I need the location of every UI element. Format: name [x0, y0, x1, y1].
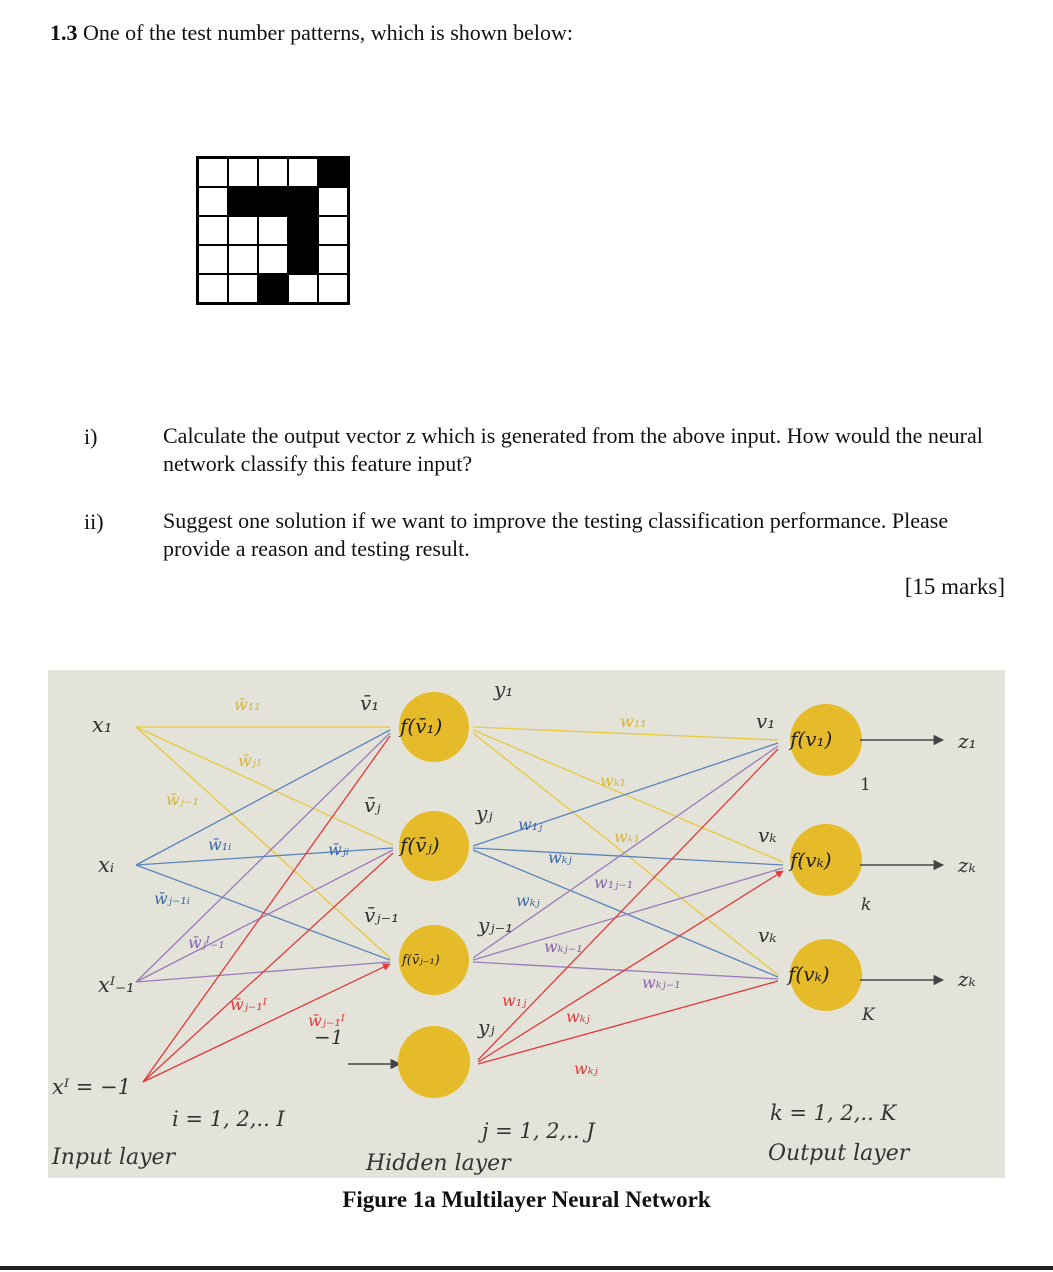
input-labels	[52, 713, 135, 1099]
weight-w11-bar: w̄₁₁	[234, 695, 261, 714]
output-weight-labels	[502, 712, 681, 1078]
pattern-cell	[317, 273, 349, 304]
weight-wk1: wₖ₁	[600, 771, 626, 790]
marks-label: [15 marks]	[904, 574, 1005, 599]
weight-w1J: w₁ⱼ	[502, 991, 527, 1010]
output-v1: v₁	[756, 709, 776, 733]
pattern-cell	[257, 244, 289, 275]
edge-x1-hJ1	[136, 727, 390, 958]
question-i-number: i)	[84, 424, 98, 449]
edge-hJ1-oK	[473, 962, 778, 979]
layer-labels	[51, 1101, 911, 1176]
hidden-yJ1: yⱼ₋₁	[478, 913, 514, 937]
pattern-cell	[197, 215, 229, 246]
hidden-bias-label: −1	[314, 1025, 344, 1049]
weight-wj1-bar: w̄ⱼ₁	[238, 751, 263, 770]
weight-w11: w₁₁	[620, 712, 647, 731]
pattern-cell	[227, 157, 259, 188]
input-xi: xᵢ	[98, 853, 115, 877]
output-index-1: 1	[860, 775, 871, 795]
weight-wJ1-bar: w̄ⱼ₋₁	[166, 790, 199, 809]
weight-wjI-bar: w̄ⱼᴵ₋₁	[188, 933, 225, 952]
neural-network-figure	[48, 670, 1005, 1178]
input-x1: x₁	[92, 713, 113, 737]
hidden-yj: yⱼ	[476, 801, 493, 825]
weight-w1J1: w₁ⱼ₋₁	[594, 873, 634, 892]
pattern-cell	[287, 215, 319, 246]
pattern-cell	[197, 244, 229, 275]
pattern-cell	[257, 186, 289, 217]
edge-xI1-h1	[136, 733, 390, 982]
hidden-vj: v̄ⱼ	[364, 793, 381, 817]
output-zK: zₖ	[958, 967, 976, 991]
weight-wji-bar: w̄ⱼᵢ	[328, 840, 350, 859]
edge-xi-hJ1	[136, 865, 390, 960]
output-vK: vₖ	[758, 923, 777, 947]
pattern-cell	[227, 215, 259, 246]
hidden-label-J1: f(v̄ⱼ₋₁)	[402, 953, 440, 968]
page-bottom-rule	[0, 1266, 1053, 1270]
hidden-vJ1: v̄ⱼ₋₁	[364, 903, 400, 927]
weight-wkJ: wₖⱼ	[566, 1007, 590, 1026]
hidden-yJ: yⱼ	[478, 1015, 495, 1039]
pattern-cell	[197, 273, 229, 304]
edge-xI-h1	[143, 736, 390, 1082]
question-heading	[50, 20, 573, 46]
input-index-range: i = 1, 2,.. I	[172, 1107, 285, 1131]
output-index-range: k = 1, 2,.. K	[770, 1101, 897, 1125]
input-xI1: xᴵ₋₁	[98, 973, 135, 997]
output-label-K: f(vₖ)	[788, 962, 830, 986]
pattern-cell	[317, 186, 349, 217]
weight-wJIb-bar: w̄ⱼ₋₁ᴵ	[308, 1011, 345, 1030]
question-ii-text: Suggest one solution if we want to improve the testing classification performance. Please provide a reason and testing result.	[163, 508, 949, 561]
pattern-cell	[317, 157, 349, 188]
edge-xI1-hj	[136, 850, 393, 982]
weight-wkJ1: wₖⱼ₋₁	[544, 937, 583, 956]
output-layer-label: Output layer	[768, 1141, 910, 1166]
edge-hj-oK	[473, 850, 778, 977]
weight-wKJ: wₖⱼ	[574, 1059, 598, 1078]
hidden-v1: v̄₁	[360, 691, 380, 715]
pattern-cell	[257, 273, 289, 304]
input-xI-bias: xᴵ = −1	[52, 1075, 131, 1099]
output-z1: z₁	[958, 729, 977, 753]
hidden-label-j: f(v̄ⱼ)	[400, 833, 440, 857]
pattern-cell	[227, 186, 259, 217]
pattern-cell	[197, 157, 229, 188]
pattern-cell	[287, 186, 319, 217]
pattern-cell	[257, 157, 289, 188]
edge-h1-oK	[473, 733, 778, 975]
hidden-label-1: f(v̄₁)	[400, 714, 443, 738]
figure-caption: Figure 1a Multilayer Neural Network	[342, 1187, 711, 1212]
hidden-index-range: j = 1, 2,.. J	[482, 1119, 595, 1143]
network-diagram	[48, 670, 1005, 1178]
output-index-K: K	[862, 1005, 875, 1025]
pattern-cell	[227, 273, 259, 304]
input-layer-label: Input layer	[52, 1145, 176, 1170]
weight-wJi-bar: w̄ⱼ₋₁ᵢ	[154, 889, 190, 908]
pattern-cell	[287, 273, 319, 304]
pattern-cell	[287, 244, 319, 275]
question-heading-text: One of the test number patterns, which is shown below:	[83, 20, 574, 45]
hidden-y1: y₁	[494, 677, 514, 701]
output-zk: zₖ	[958, 853, 976, 877]
weight-w1i-bar: w̄₁ᵢ	[208, 835, 232, 854]
weight-wJIa-bar: w̄ⱼ₋₁ᴵ	[230, 995, 267, 1014]
number-pattern-grid	[196, 156, 350, 305]
weight-wKJ1: wₖⱼ₋₁	[642, 973, 681, 992]
question-ii-number: ii)	[84, 509, 104, 534]
output-vk: vₖ	[758, 823, 777, 847]
hidden-layer-label: Hidden layer	[366, 1151, 511, 1176]
weight-wKj: wₖⱼ	[516, 891, 540, 910]
pattern-cell	[287, 157, 319, 188]
pattern-cell	[317, 215, 349, 246]
pattern-cell	[197, 186, 229, 217]
pattern-cell	[317, 244, 349, 275]
edge-xI-hj	[143, 853, 393, 1082]
output-label-k: f(vₖ)	[790, 848, 832, 872]
output-label-1: f(v₁)	[790, 727, 833, 751]
weight-w1j: w₁ⱼ	[518, 815, 543, 834]
hidden-node-bias	[398, 1026, 470, 1098]
question-number: 1.3	[50, 20, 78, 45]
output-index-k: k	[861, 895, 872, 915]
pattern-cell	[257, 215, 289, 246]
weight-wkj: wₖⱼ	[548, 848, 572, 867]
pattern-cell	[227, 244, 259, 275]
weight-wK1: wₖ₁	[614, 827, 640, 846]
question-i-text: Calculate the output vector z which is generated from the above input. How would the neural network classify this feature input?	[163, 423, 983, 476]
